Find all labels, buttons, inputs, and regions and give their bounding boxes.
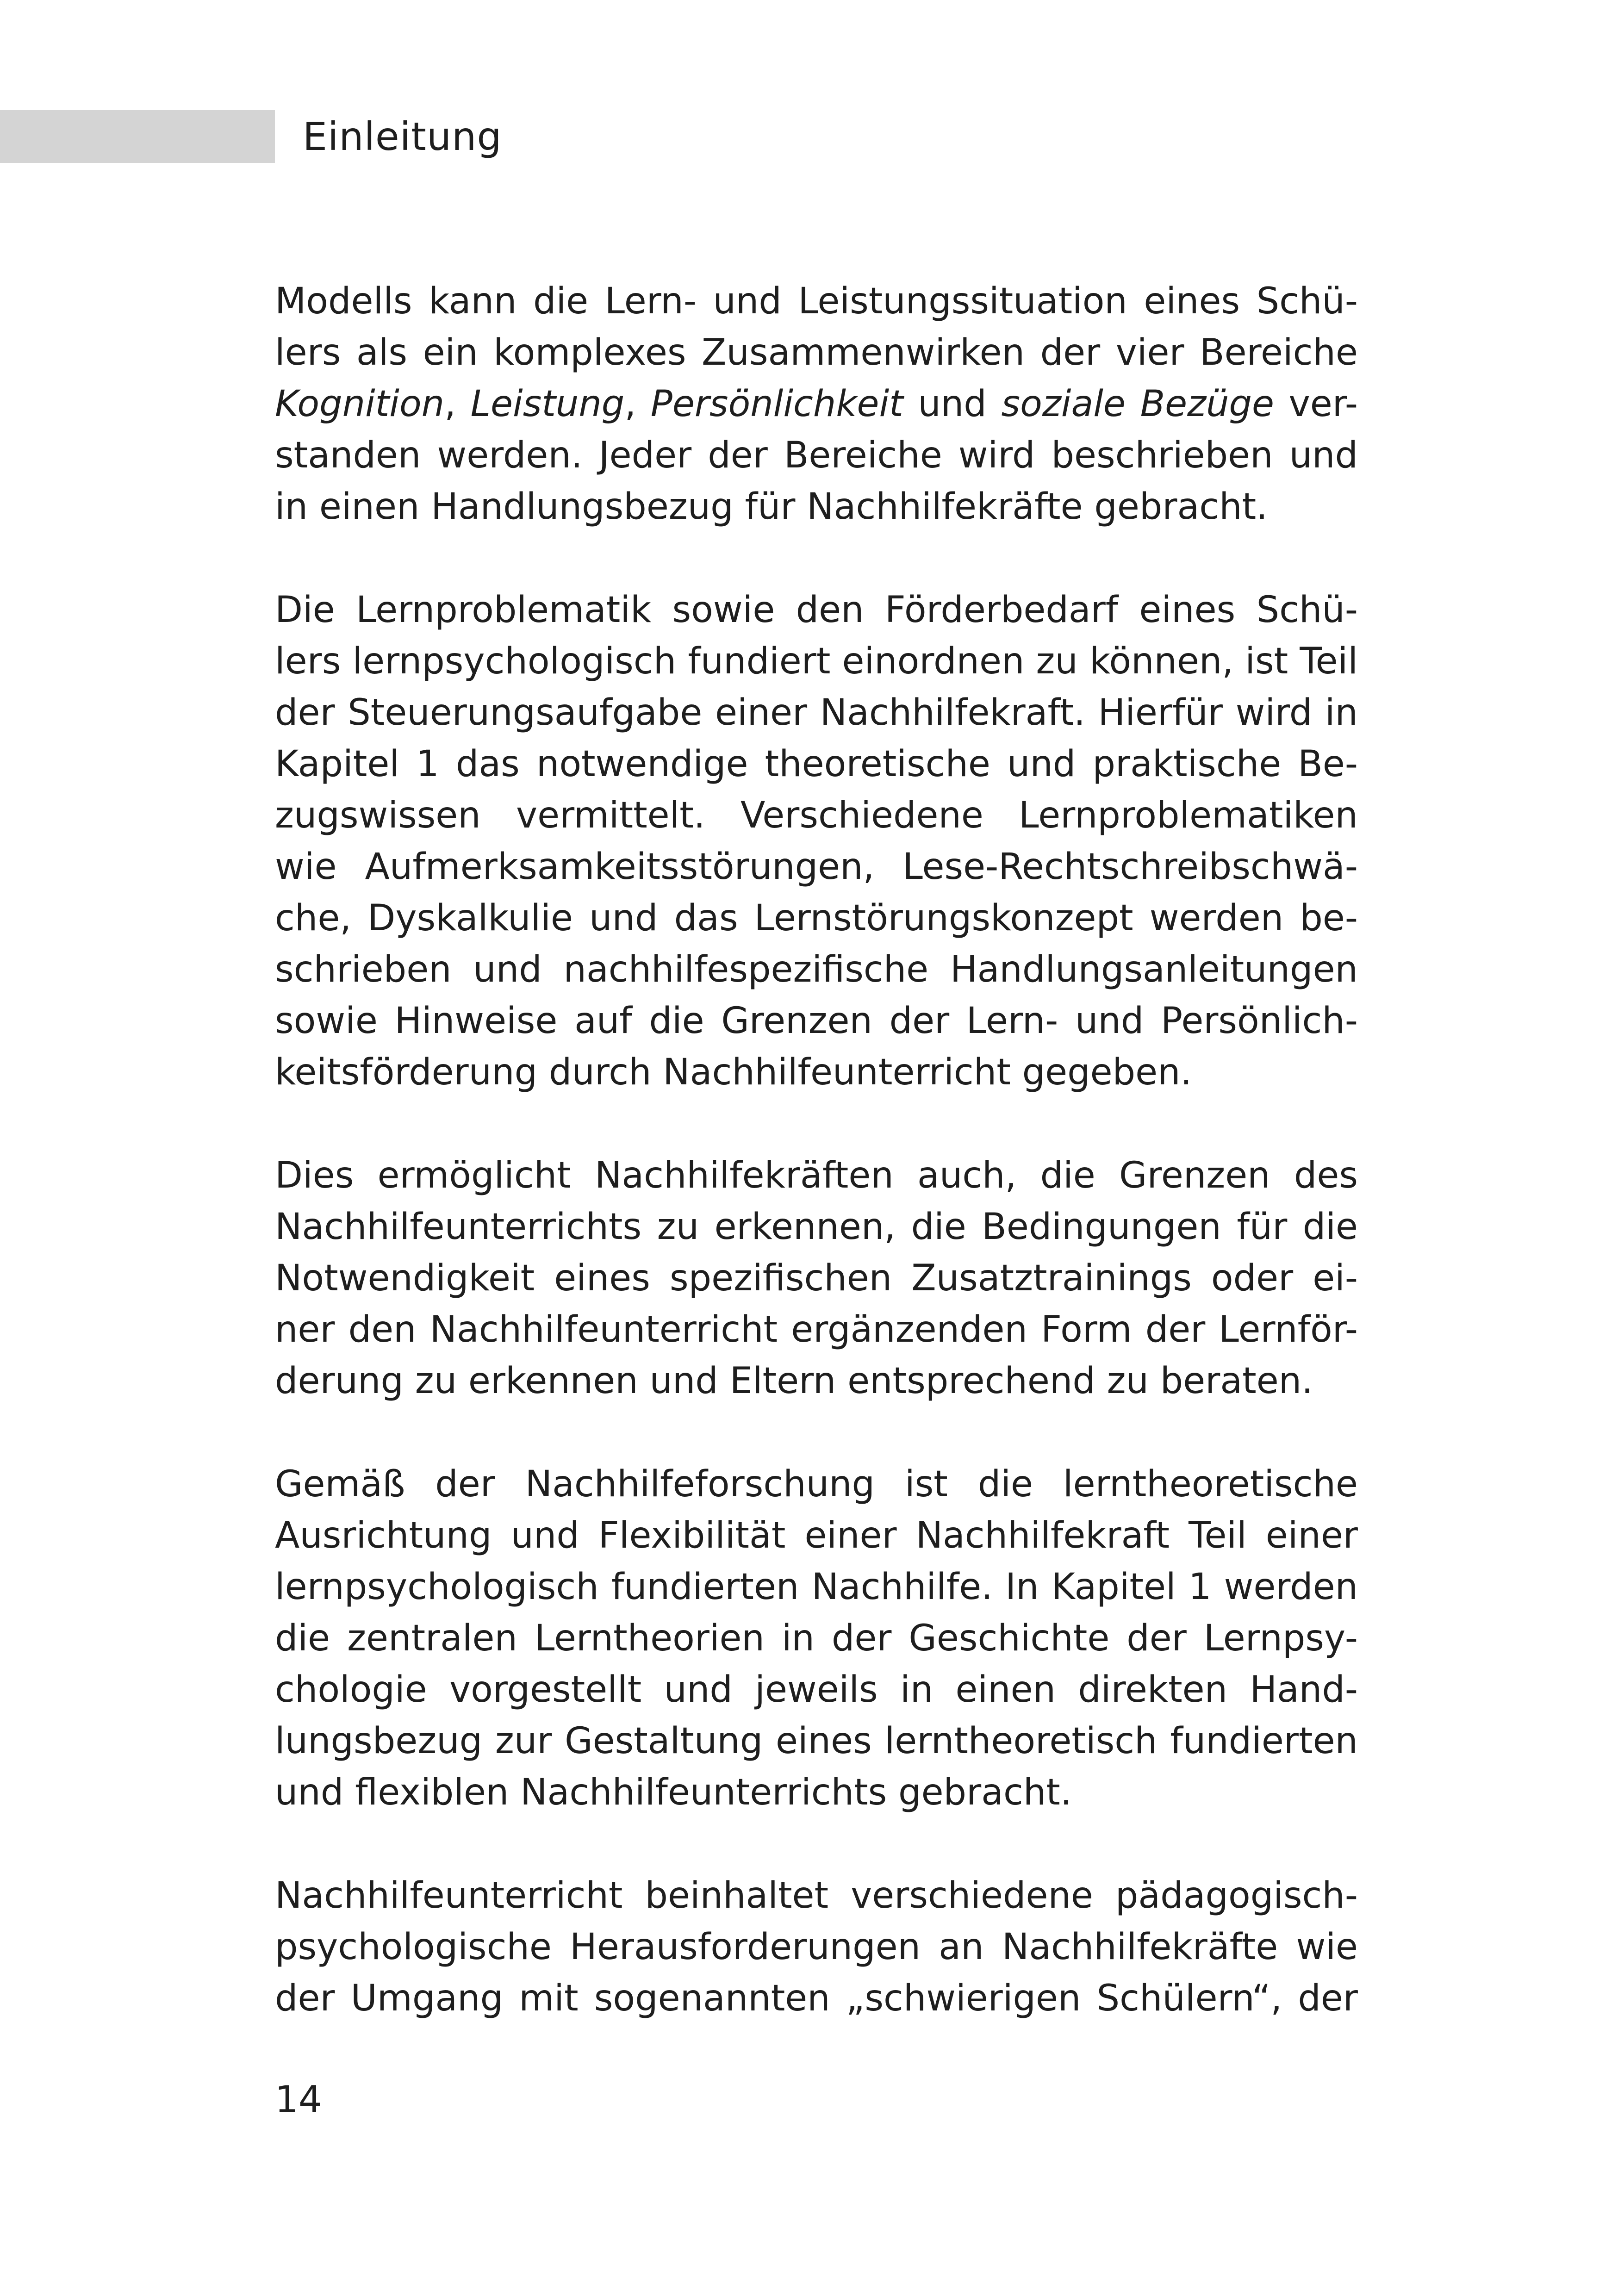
text-line: psychologische Herausforderungen an Nachhilfekräfte wie (275, 1926, 1358, 1968)
text-line: standen werden. Jeder der Bereiche wird beschrieben und (275, 435, 1358, 476)
paragraph (275, 1150, 1358, 1407)
text-line: zugswissen vermittelt. Verschiedene Lernproblematiken (275, 795, 1358, 836)
text-line: che, Dyskalkulie und das Lernstörungskonzept werden be- (275, 897, 1358, 939)
text-line: Gemäß der Nachhilfeforschung ist die lerntheoretische (275, 1463, 1358, 1505)
text-line: Dies ermöglicht Nachhilfekräften auch, die Grenzen des (275, 1155, 1358, 1196)
italic-term: soziale Bezüge (1001, 383, 1274, 425)
text-line: Die Lernproblematik sowie den Förderbedarf eines Schü- (275, 589, 1358, 631)
running-head-bar (0, 110, 275, 163)
text-line: schrieben und nachhilfespezifische Handlungsanleitungen (275, 949, 1358, 990)
text-line: lers als ein komplexes Zusammenwirken der vier Bereiche (275, 332, 1358, 373)
text-line: Kapitel 1 das notwendige theoretische und praktische Be- (275, 743, 1358, 785)
text-line: lungsbezug zur Gestaltung eines lerntheoretisch fundierten (275, 1720, 1358, 1762)
text-line: lernpsychologisch fundierten Nachhilfe. In Kapitel 1 werden (275, 1566, 1358, 1608)
italic-term: Kognition (275, 383, 445, 425)
text-line: Nachhilfeunterricht beinhaltet verschiedene pädagogisch- (275, 1875, 1358, 1916)
text-line: Modells kann die Lern- und Leistungssituation eines Schü- (275, 280, 1358, 322)
paragraph (275, 1459, 1358, 1818)
paragraph (275, 1870, 1358, 2024)
page-number: 14 (275, 2078, 322, 2121)
text-line: derung zu erkennen und Eltern entsprechend zu beraten. (275, 1360, 1313, 1402)
text-line: Nachhilfeunterrichts zu erkennen, die Bedingungen für die (275, 1206, 1358, 1248)
text-line: keitsförderung durch Nachhilfeunterricht gegeben. (275, 1052, 1192, 1093)
text-line: lers lernpsychologisch fundiert einordnen zu können, ist Teil (275, 641, 1358, 682)
text-line: und flexiblen Nachhilfeunterrichts gebracht. (275, 1772, 1072, 1813)
body-text (275, 276, 1358, 2076)
text-line: chologie vorgestellt und jeweils in einen direkten Hand- (275, 1669, 1358, 1711)
text-line: in einen Handlungsbezug für Nachhilfekräfte gebracht. (275, 486, 1268, 528)
running-head: Einleitung (303, 114, 502, 159)
text-line: die zentralen Lerntheorien in der Geschichte der Lernpsy- (275, 1618, 1358, 1659)
paragraph (275, 585, 1358, 1098)
text-line: Notwendigkeit eines spezifischen Zusatztrainings oder ei- (275, 1257, 1358, 1299)
text-line: wie Aufmerksamkeitsstörungen, Lese-Rechtschreibschwä- (275, 846, 1358, 888)
italic-term: Persönlichkeit (650, 383, 903, 425)
text-line: sowie Hinweise auf die Grenzen der Lern- und Persönlich- (275, 1000, 1358, 1042)
text-line: der Umgang mit sogenannten „schwierigen Schülern“, der (275, 1978, 1358, 2019)
text-line: der Steuerungsaufgabe einer Nachhilfekraft. Hierfür wird in (275, 692, 1358, 734)
text-line: Ausrichtung und Flexibilität einer Nachhilfekraft Teil einer (275, 1515, 1358, 1556)
italic-term: Leistung (470, 383, 625, 425)
text-line: ner den Nachhilfeunterricht ergänzenden Form der Lernför- (275, 1309, 1358, 1350)
text-line: Kognition, Leistung, Persönlichkeit und soziale Bezüge ver- (275, 383, 1358, 425)
paragraph (275, 276, 1358, 533)
